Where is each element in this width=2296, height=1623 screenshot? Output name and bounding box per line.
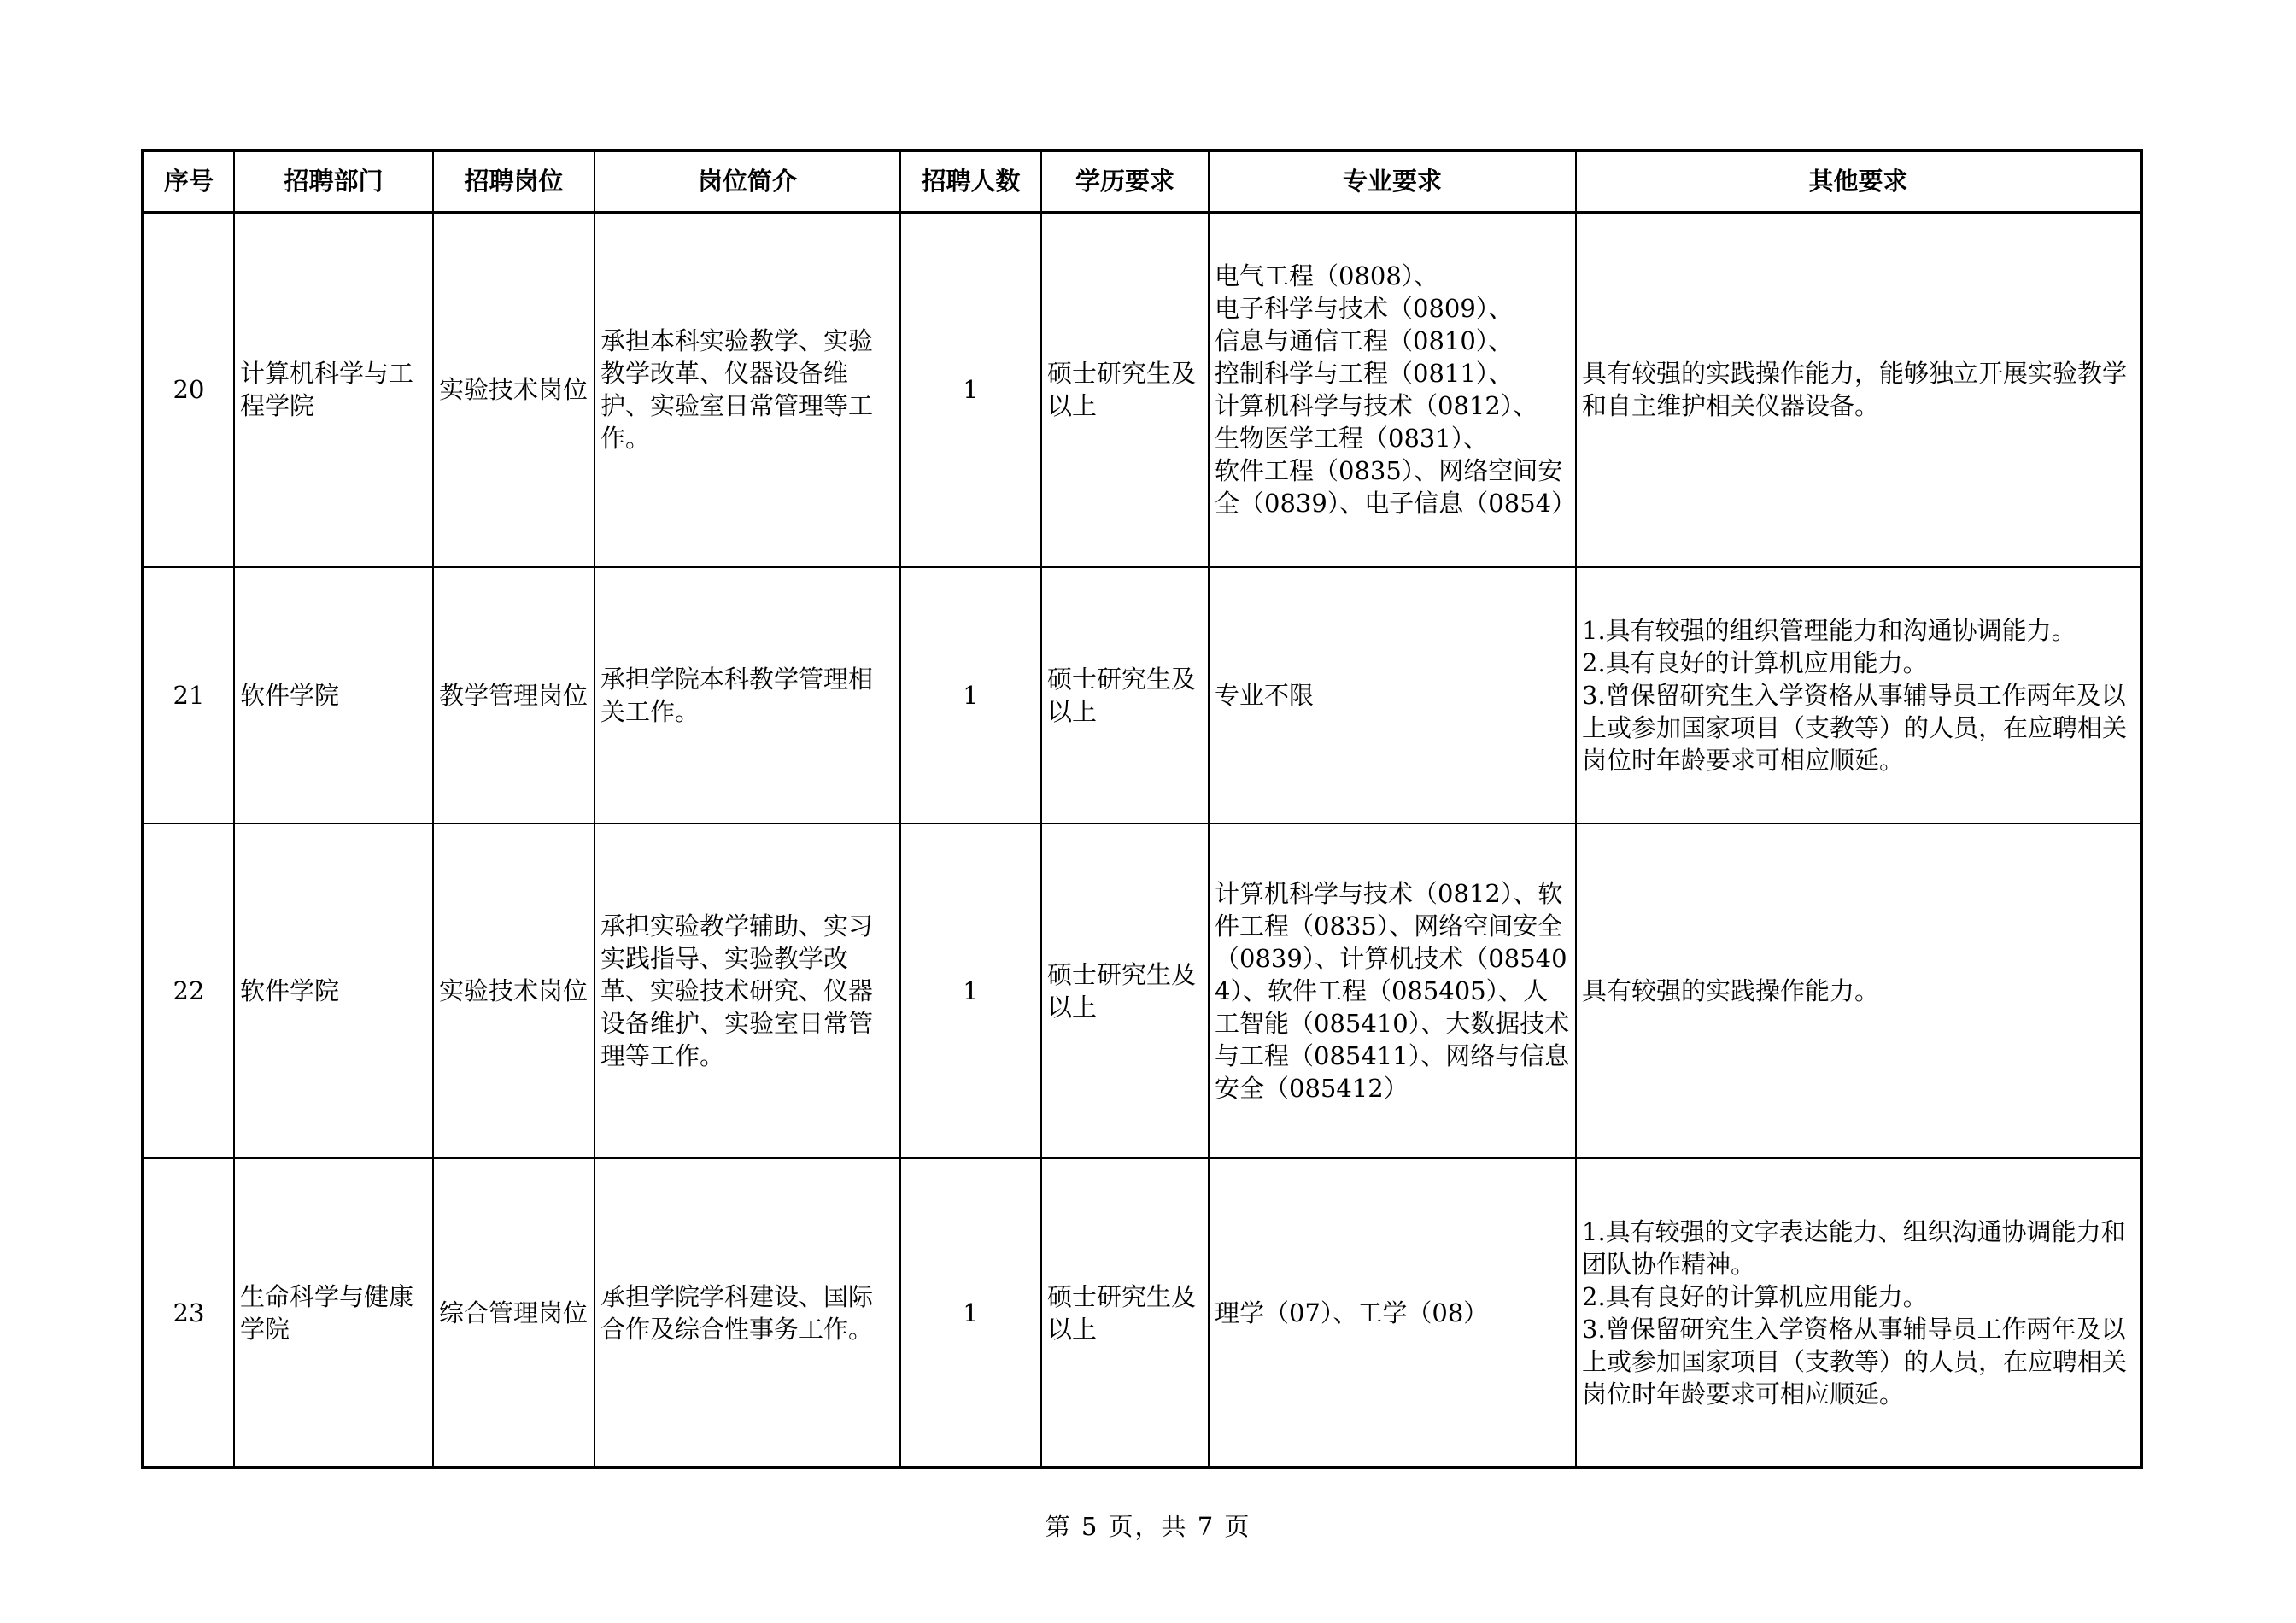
other-line: 1.具有较强的组织管理能力和沟通协调能力。 bbox=[1582, 616, 2076, 645]
recruitment-table bbox=[141, 149, 2143, 1469]
header-edu: 学历要求 bbox=[1041, 150, 1209, 212]
table-row bbox=[143, 567, 2141, 823]
cell-count: 1 bbox=[900, 212, 1041, 567]
major-line: 生物医学工程（0831）、 bbox=[1215, 424, 1489, 454]
other-line: 2.具有良好的计算机应用能力。 bbox=[1582, 648, 1928, 677]
other-line: 具有较强的实践操作能力，能够独立开展实验教学和自主维护相关仪器设备。 bbox=[1582, 359, 2128, 421]
cell-count: 1 bbox=[900, 567, 1041, 823]
major-line: 专业不限 bbox=[1215, 681, 1315, 710]
cell-post: 实验技术岗位 bbox=[433, 823, 594, 1158]
major-line: 控制科学与工程（0811）、 bbox=[1215, 359, 1514, 389]
cell-other bbox=[1576, 823, 2141, 1158]
cell-other bbox=[1576, 1158, 2141, 1468]
other-line: 1.具有较强的文字表达能力、组织沟通协调能力和团队协作精神。 bbox=[1582, 1216, 2126, 1279]
cell-post: 综合管理岗位 bbox=[433, 1158, 594, 1468]
cell-other bbox=[1576, 567, 2141, 823]
cell-major bbox=[1209, 567, 1576, 823]
major-line: 计算机科学与技术（0812）、软件工程（0835）、网络空间安全（0839）、计算机技术（085404）、软件工程（085405）、人工智能（085410）、大数据技术与工程（085411）、网络与信息安全（085412） bbox=[1215, 879, 1570, 1103]
recruitment-table-container bbox=[141, 149, 2140, 1469]
cell-edu: 硕士研究生及以上 bbox=[1041, 823, 1209, 1158]
cell-no: 23 bbox=[143, 1158, 234, 1468]
cell-dept: 软件学院 bbox=[234, 823, 433, 1158]
page-footer: 第 5 页，共 7 页 bbox=[1045, 1512, 1251, 1541]
major-line: 计算机科学与技术（0812）、 bbox=[1215, 391, 1538, 421]
other-line: 具有较强的实践操作能力。 bbox=[1582, 976, 1880, 1005]
header-dept: 招聘部门 bbox=[234, 150, 433, 212]
cell-no: 20 bbox=[143, 212, 234, 567]
other-line: 3.曾保留研究生入学资格从事辅导员工作两年及以上或参加国家项目（支教等）的人员，在应聘相关岗位时年龄要求可相应顺延。 bbox=[1582, 1314, 2128, 1409]
cell-dept: 生命科学与健康学院 bbox=[234, 1158, 433, 1468]
other-line: 3.曾保留研究生入学资格从事辅导员工作两年及以上或参加国家项目（支教等）的人员，在应聘相关岗位时年龄要求可相应顺延。 bbox=[1582, 681, 2128, 775]
table-row bbox=[143, 823, 2141, 1158]
header-count: 招聘人数 bbox=[900, 150, 1041, 212]
major-line: 软件工程（0835）、网络空间安全（0839）、电子信息（0854） bbox=[1215, 456, 1577, 519]
cell-intro: 承担学院本科教学管理相关工作。 bbox=[594, 567, 900, 823]
header-major: 专业要求 bbox=[1209, 150, 1576, 212]
header-post: 招聘岗位 bbox=[433, 150, 594, 212]
cell-post: 实验技术岗位 bbox=[433, 212, 594, 567]
cell-count: 1 bbox=[900, 823, 1041, 1158]
major-line: 电气工程（0808）、 bbox=[1215, 261, 1439, 291]
cell-count: 1 bbox=[900, 1158, 1041, 1468]
header-intro: 岗位简介 bbox=[594, 150, 900, 212]
cell-major bbox=[1209, 1158, 1576, 1468]
cell-major bbox=[1209, 212, 1576, 567]
major-line: 电子科学与技术（0809）、 bbox=[1215, 294, 1514, 324]
major-line: 信息与通信工程（0810）、 bbox=[1215, 326, 1514, 356]
cell-intro: 承担实验教学辅助、实习实践指导、实验教学改革、实验技术研究、仪器设备维护、实验室日常管理等工作。 bbox=[594, 823, 900, 1158]
cell-major bbox=[1209, 823, 1576, 1158]
cell-no: 21 bbox=[143, 567, 234, 823]
table-row bbox=[143, 1158, 2141, 1468]
other-line: 2.具有良好的计算机应用能力。 bbox=[1582, 1281, 1928, 1311]
major-line: 理学（07）、工学（08） bbox=[1215, 1298, 1489, 1327]
table-row bbox=[143, 212, 2141, 567]
header-other: 其他要求 bbox=[1576, 150, 2141, 212]
cell-intro: 承担学院学科建设、国际合作及综合性事务工作。 bbox=[594, 1158, 900, 1468]
cell-intro: 承担本科实验教学、实验教学改革、仪器设备维护、实验室日常管理等工作。 bbox=[594, 212, 900, 567]
cell-no: 22 bbox=[143, 823, 234, 1158]
header-no: 序号 bbox=[143, 150, 234, 212]
cell-other bbox=[1576, 212, 2141, 567]
cell-dept: 软件学院 bbox=[234, 567, 433, 823]
cell-edu: 硕士研究生及以上 bbox=[1041, 212, 1209, 567]
header-row bbox=[143, 150, 2141, 212]
cell-edu: 硕士研究生及以上 bbox=[1041, 1158, 1209, 1468]
cell-dept: 计算机科学与工程学院 bbox=[234, 212, 433, 567]
cell-post: 教学管理岗位 bbox=[433, 567, 594, 823]
cell-edu: 硕士研究生及以上 bbox=[1041, 567, 1209, 823]
